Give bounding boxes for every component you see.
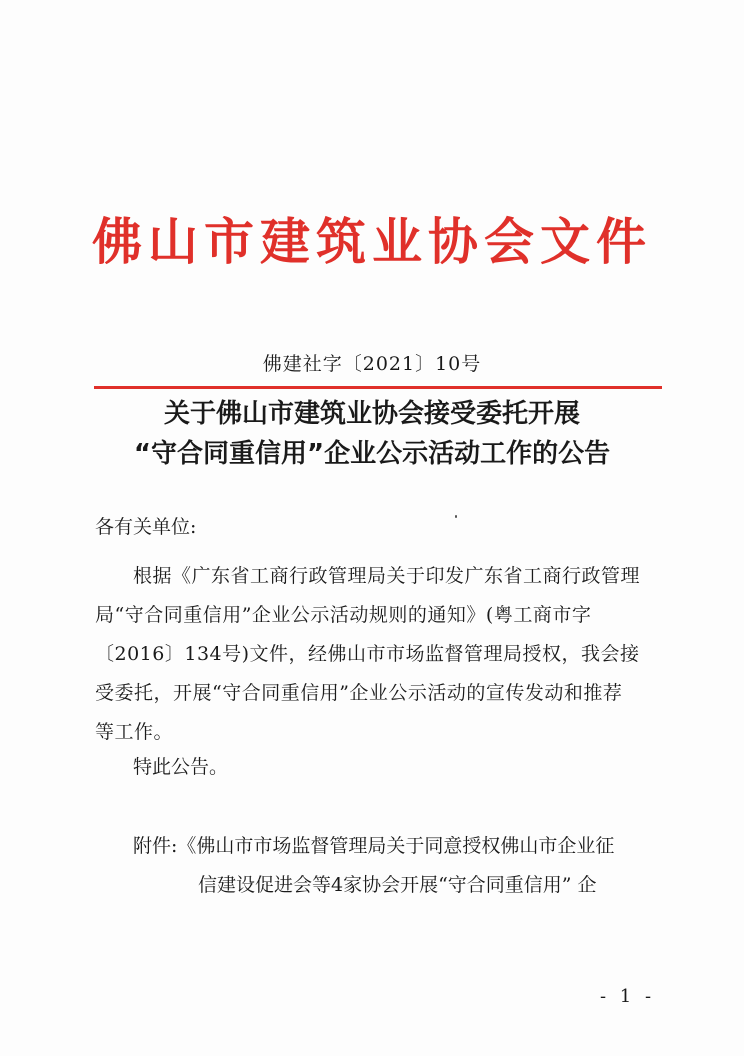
body-line-2: 局“守合同重信用”企业公示活动规则的通知》(粤工商市字 [95, 604, 592, 626]
scan-speck [455, 515, 457, 518]
notice-title-line-1: 关于佛山市建筑业协会接受委托开展 [163, 399, 580, 429]
attachment-line-2: 信建设促进会等4家协会开展“守合同重信用” 企 [198, 874, 597, 896]
body-line-5: 等工作。 [95, 721, 174, 743]
salutation: 各有关单位: [95, 516, 197, 538]
body-paragraph [95, 557, 659, 752]
red-divider-line [94, 386, 662, 389]
notice-title-line-2: “守合同重信用”企业公示活动工作的公告 [133, 439, 611, 469]
body-line-3: 〔2016〕134号)文件，经佛山市市场监督管理局授权，我会接 [95, 643, 640, 665]
attachment-note [133, 827, 673, 905]
body-line-4: 受委托，开展“守合同重信用”企业公示活动的宣传发动和推荐 [95, 682, 623, 704]
org-header-title: 佛山市建筑业协会文件 [92, 212, 652, 271]
closing-remark: 特此公告。 [133, 756, 229, 778]
body-line-1: 根据《广东省工商行政管理局关于印发广东省工商行政管理 [133, 565, 641, 587]
attachment-line-1: 附件:《佛山市市场监督管理局关于同意授权佛山市企业征 [133, 835, 615, 857]
notice-title [60, 394, 684, 474]
document-number: 佛建社字〔2021〕10号 [262, 353, 482, 375]
page-number: - 1 - [600, 986, 656, 1007]
